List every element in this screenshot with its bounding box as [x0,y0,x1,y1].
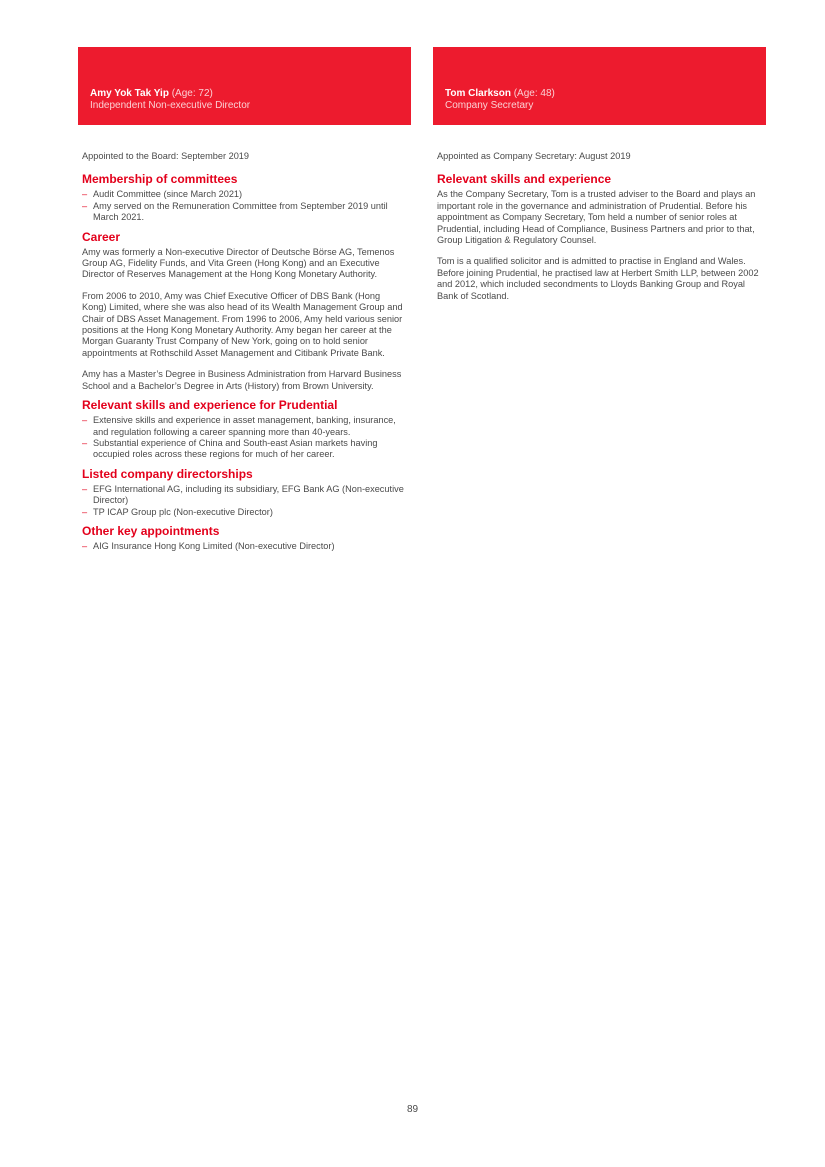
career-paragraph: Amy was formerly a Non-executive Director of Deutsche Börse AG, Temenos Group AG, Fidelity Funds, and Vita Green (Hong Kong) and an Executive Director of Reserves Management at the Hong Kong Monetary Authority. [82,246,395,280]
career-paragraph: Amy has a Master’s Degree in Business Administration from Harvard Business School and a Bachelor’s Degree in Arts (History) from Brown University. [82,369,402,391]
profile-header [433,47,766,125]
listed-directorships-list [82,484,407,518]
career-paragraph: From 2006 to 2010, Amy was Chief Executive Officer of DBS Bank (Hong Kong) Limited, where she was also head of its Wealth Management Group and Chair of DBS Asset Management. From 1996 to 2006, Amy held various senior positions at the Hong Kong Monetary Authority. Amy began her career at the Morgan Guaranty Trust Company of New York, going on to hold senior appointments at Rothschild Asset Management and Citibank Private Bank. [82,290,403,358]
profile-name: Amy Yok Tak Yip [90,88,169,99]
profile-age: (Age: 48) [513,88,555,99]
profile-role: Company Secretary [445,100,534,111]
list-item: – TP ICAP Group plc (Non-executive Director) [82,507,407,518]
other-appointments-heading: Other key appointments [82,523,220,538]
profile-role: Independent Non-executive Director [90,100,251,111]
page-number: 89 [406,1104,419,1115]
skills-paragraph: Tom is a qualified solicitor and is admitted to practise in England and Wales. Before joining Prudential, he practised law at Herbert Smith LLP, between 2002 and 2012, which included secondments to Lloyds Banking Group and Royal Bank of Scotland. [437,256,759,301]
skills-heading: Relevant skills and experience [437,172,612,187]
career-heading: Career [82,229,121,244]
profile-name: Tom Clarkson [445,88,511,99]
listed-directorships-heading: Listed company directorships [82,466,253,481]
appointment-date: Appointed to the Board: September 2019 [82,151,250,161]
other-appointments-list [82,541,407,552]
profile-content [78,125,411,552]
list-item: – Audit Committee (since March 2021) [82,189,407,200]
skills-heading: Relevant skills and experience for Prudential [82,398,338,413]
list-item: – Substantial experience of China and South-east Asian markets having occupied roles across these regions for much of her career. [82,438,407,461]
skills-paragraph: As the Company Secretary, Tom is a trusted adviser to the Board and plays an important role in the governance and administration of Prudential. Before his appointment as Company Secretary, Tom held a number of senior roles at Prudential, including Head of Compliance, Business Partners and prior to that, Group Litigation & Regulatory Counsel. [437,189,756,246]
skills-list [82,415,407,461]
list-item: – Extensive skills and experience in asset management, banking, insurance, and regulation following a career spanning more than 40-years. [82,415,407,438]
appointment-date: Appointed as Company Secretary: August 2019 [437,151,631,161]
list-item: – Amy served on the Remuneration Committee from September 2019 until March 2021. [82,201,407,224]
list-item: – AIG Insurance Hong Kong Limited (Non-executive Director) [82,541,407,552]
profile-header [78,47,411,125]
director-profile-amy-yip [78,47,411,556]
profile-age: (Age: 72) [171,88,213,99]
list-item: – EFG International AG, including its subsidiary, EFG Bank AG (Non-executive Director) [82,484,407,507]
secretary-profile-tom-clarkson [433,47,766,312]
profile-content [433,125,766,302]
membership-heading: Membership of committees [82,172,238,187]
membership-list [82,189,407,223]
